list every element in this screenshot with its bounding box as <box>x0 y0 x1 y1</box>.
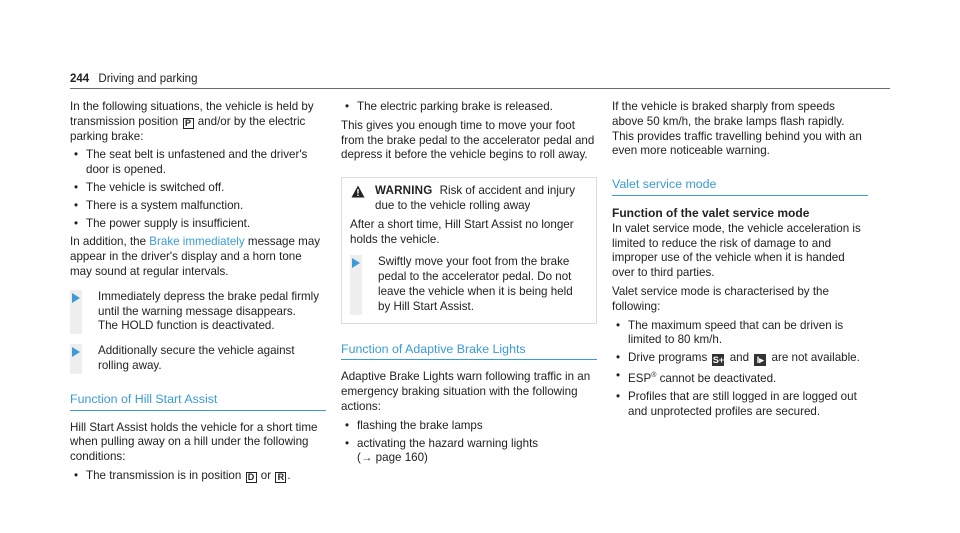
list-item: • The vehicle is switched off. <box>70 181 326 196</box>
hsa-bullet-text: The transmission is in position <box>86 468 242 482</box>
chapter-title: Driving and parking <box>98 73 198 85</box>
not-available-text: are not available. <box>771 351 860 365</box>
page-reference-link[interactable]: (→ page 160) <box>357 451 428 465</box>
warning-box <box>341 177 597 323</box>
list-item: • flashing the brake lamps <box>341 419 597 434</box>
warning-step <box>350 255 588 314</box>
list-item: • Profiles that are still logged in are logged out and unprotected profiles are secured. <box>612 390 868 420</box>
header-divider <box>70 88 890 89</box>
brake-immediately-message: Brake immediately <box>149 235 245 249</box>
drive-position-key: D <box>246 472 257 483</box>
list-item <box>612 351 868 366</box>
intro-text: In the following situations, the vehicle is held by transmission position <box>70 100 314 128</box>
valet-paragraph-2: Valet service mode is characterised by the following: <box>612 284 829 313</box>
hsa-conditions-list-cont <box>341 100 597 115</box>
and-text: and <box>729 351 750 365</box>
subsection-title: Function of the valet service mode <box>612 205 810 220</box>
warning-label: WARNING <box>375 184 433 198</box>
addition-pre: In addition, the <box>70 235 147 249</box>
reverse-position-key: R <box>275 472 286 483</box>
step-arrow-icon <box>72 347 80 357</box>
instruction-step <box>70 344 326 374</box>
time-paragraph: This gives you enough time to move your foot from the brake pedal to the accelerator pedal and depress it before the vehicle begins to roll away. <box>341 118 595 162</box>
section-title-valet-service-mode: Valet service mode <box>612 177 868 196</box>
period: . <box>287 468 291 482</box>
section-title-hill-start-assist: Function of Hill Start Assist <box>70 392 326 411</box>
or-text: or <box>260 468 272 482</box>
esp-tail: cannot be deactivated. <box>659 372 777 386</box>
step-result: The HOLD function is deactivated. <box>98 319 275 333</box>
step-text: Additionally secure the vehicle against rolling away. <box>98 344 295 372</box>
step-arrow-icon <box>72 293 80 303</box>
list-item: • The power supply is insufficient. <box>70 217 326 232</box>
intro-paragraph <box>70 100 326 144</box>
column-right <box>612 100 868 424</box>
warning-triangle-icon <box>351 185 365 198</box>
abl-paragraph: Adaptive Brake Lights warn following traffic in an emergency braking situation with the following actions: <box>341 370 591 413</box>
hold-conditions-list <box>70 148 326 231</box>
column-middle <box>341 100 597 470</box>
step-text: Immediately depress the brake pedal firmly until the warning message disappears. <box>98 289 320 318</box>
page-number: 244 <box>70 73 90 85</box>
list-item: • There is a system malfunction. <box>70 199 326 214</box>
abl-actions-list <box>341 419 597 466</box>
warning-body: After a short time, Hill Start Assist no longer holds the vehicle. <box>350 217 574 246</box>
addition-post: message may appear in the driver's display and a horn tone may sound at regular intervals. <box>70 235 321 278</box>
addition-paragraph <box>70 235 326 279</box>
section-title-adaptive-brake-lights: Function of Adaptive Brake Lights <box>341 342 597 361</box>
warning-heading: Risk of accident and injury due to the vehicle rolling away <box>375 184 575 212</box>
drive-programs-text: Drive programs <box>628 351 708 365</box>
esp-text: ESP <box>628 372 652 386</box>
list-item <box>70 469 326 484</box>
instruction-step <box>70 290 326 334</box>
registered-mark: ® <box>651 372 657 380</box>
step-arrow-icon <box>352 258 360 268</box>
abl-action-text: activating the hazard warning lights <box>357 436 539 450</box>
list-item <box>612 369 868 387</box>
sport-plus-program-icon: S+ <box>712 355 725 366</box>
hsa-conditions-list <box>70 469 326 484</box>
park-position-key: P <box>183 118 194 129</box>
list-item: • The electric parking brake is released. <box>341 100 597 115</box>
individual-program-icon: I▸ <box>754 354 766 366</box>
step-text: Swiftly move your foot from the brake pedal to the accelerator pedal. Do not leave the vehicle when it is being held by Hill Start Assist. <box>378 255 573 313</box>
list-item <box>341 437 597 467</box>
braking-paragraph: If the vehicle is braked sharply from speeds above 50 km/h, the brake lamps flash rapidly. This provides traffic travelling behind you with an even more noticeable warning. <box>612 100 862 158</box>
list-item: • The seat belt is unfastened and the driver's door is opened. <box>70 148 326 178</box>
valet-features-list <box>612 319 868 420</box>
page-header <box>70 73 890 85</box>
hsa-paragraph: Hill Start Assist holds the vehicle for a short time when pulling away on a hill under the following conditions: <box>70 420 318 464</box>
valet-paragraph: In valet service mode, the vehicle acceleration is limited to reduce the risk of damage to and improper use of the vehicle when it is handed over to third parties. <box>612 221 861 280</box>
column-left <box>70 100 326 488</box>
intro-tail: and/or by the electric parking brake: <box>70 114 306 143</box>
list-item: • The maximum speed that can be driven is limited to 80 km/h. <box>612 319 868 349</box>
